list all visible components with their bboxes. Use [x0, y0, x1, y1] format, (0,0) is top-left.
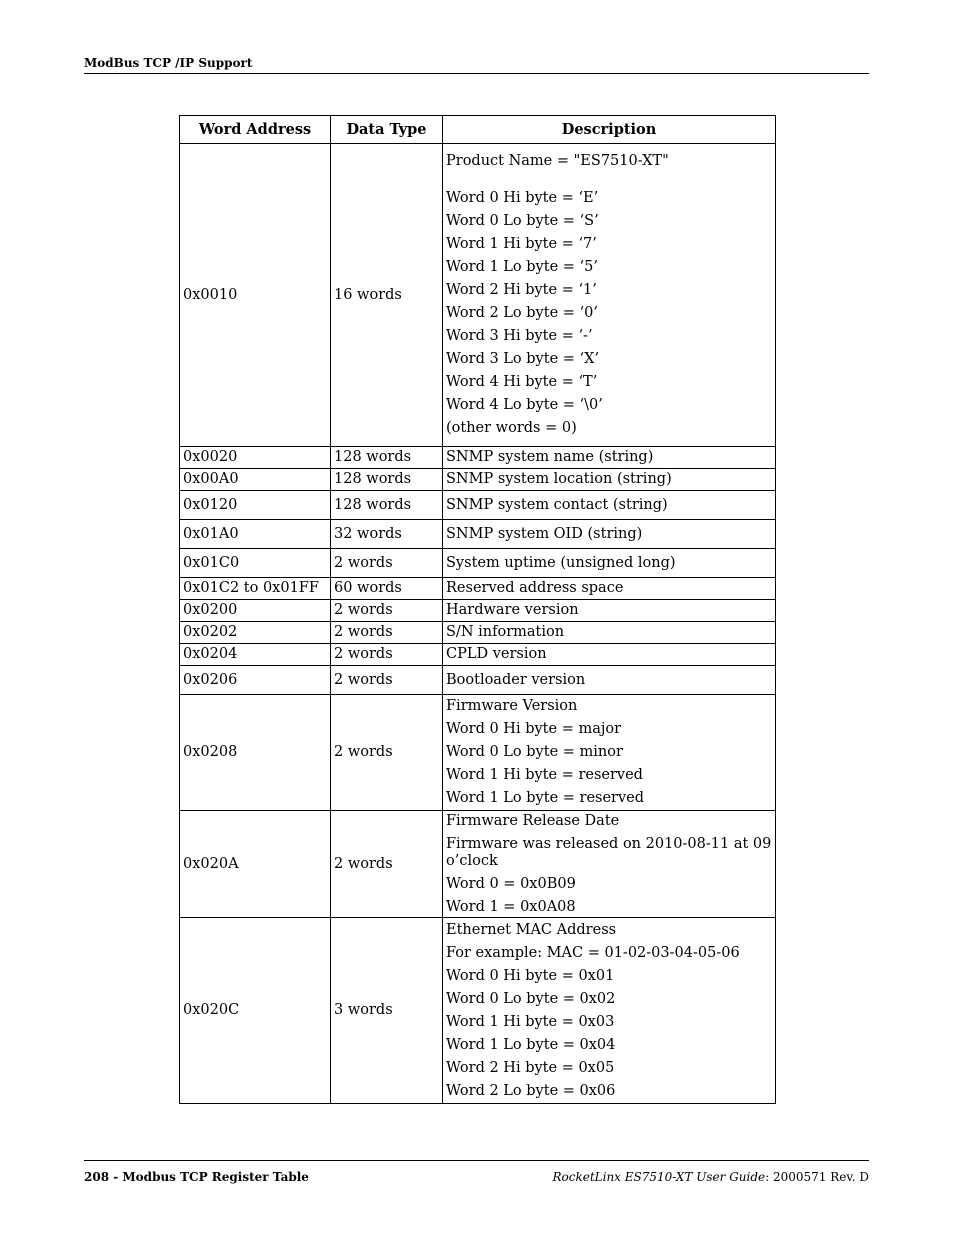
header-rule	[84, 73, 869, 74]
description-line: Word 1 Lo byte = ‘5’	[446, 259, 598, 275]
description-line: SNMP system location (string)	[446, 471, 672, 487]
footer-rule	[84, 1160, 869, 1161]
description-line: Word 1 Hi byte = 0x03	[446, 1013, 615, 1030]
description-line: Word 1 Lo byte = 0x04	[446, 1036, 616, 1053]
cell-data-type: 2 words	[331, 811, 443, 918]
cell-word-address: 0x020A	[180, 811, 331, 918]
description-line: Word 0 Lo byte = ‘S’	[446, 213, 599, 229]
cell-data-type: 3 words	[331, 918, 443, 1104]
description-line: Word 1 Lo byte = reserved	[446, 790, 645, 806]
footer-product-title: RocketLinx ES7510-XT User Guide	[552, 1170, 766, 1184]
cell-word-address: 0x0202	[180, 622, 331, 644]
cell-description	[443, 144, 776, 447]
cell-data-type: 2 words	[331, 644, 443, 666]
description-line: (other words = 0)	[446, 420, 577, 436]
cell-description	[443, 447, 776, 469]
description-spacer	[446, 176, 772, 190]
cell-description	[443, 918, 776, 1104]
cell-word-address: 0x020C	[180, 918, 331, 1104]
table-row	[180, 622, 776, 644]
table-header-row	[180, 116, 776, 144]
description-line: S/N information	[446, 624, 565, 640]
table-body	[180, 144, 776, 1104]
cell-description	[443, 491, 776, 520]
description-line: For example: MAC = 01-02-03-04-05-06	[446, 944, 740, 961]
cell-description	[443, 578, 776, 600]
table-row	[180, 447, 776, 469]
cell-description	[443, 811, 776, 918]
cell-data-type: 16 words	[331, 144, 443, 447]
cell-word-address: 0x0020	[180, 447, 331, 469]
description-line: Firmware Version	[446, 698, 578, 714]
description-line: Product Name = "ES7510-XT"	[446, 153, 669, 169]
footer-document-id	[552, 1170, 869, 1184]
description-line: SNMP system name (string)	[446, 449, 654, 465]
description-line: Word 0 Hi byte = major	[446, 721, 621, 737]
cell-word-address: 0x0204	[180, 644, 331, 666]
cell-word-address: 0x0010	[180, 144, 331, 447]
description-line: Word 2 Lo byte = ‘0’	[446, 305, 598, 321]
description-line: Word 4 Lo byte = ‘\0’	[446, 397, 603, 413]
column-header-data-type: Data Type	[331, 116, 443, 144]
description-line: SNMP system OID (string)	[446, 525, 643, 542]
cell-word-address: 0x01C2 to 0x01FF	[180, 578, 331, 600]
table-row	[180, 549, 776, 578]
column-header-word-address: Word Address	[180, 116, 331, 144]
cell-description	[443, 666, 776, 695]
cell-data-type: 2 words	[331, 549, 443, 578]
cell-data-type: 2 words	[331, 622, 443, 644]
description-line: CPLD version	[446, 646, 547, 662]
cell-description	[443, 469, 776, 491]
cell-word-address: 0x00A0	[180, 469, 331, 491]
table-row	[180, 578, 776, 600]
cell-data-type: 128 words	[331, 447, 443, 469]
cell-description	[443, 644, 776, 666]
description-line: Word 0 = 0x0B09	[446, 875, 576, 892]
cell-data-type: 60 words	[331, 578, 443, 600]
description-line: Hardware version	[446, 602, 579, 618]
description-line: Word 2 Hi byte = 0x05	[446, 1059, 615, 1076]
column-header-description: Description	[443, 116, 776, 144]
cell-word-address: 0x0120	[180, 491, 331, 520]
footer-doc-number: : 2000571 Rev. D	[765, 1170, 869, 1184]
cell-data-type: 32 words	[331, 520, 443, 549]
running-header: ModBus TCP /IP Support	[84, 56, 253, 70]
description-line: Word 3 Hi byte = ‘-’	[446, 328, 593, 344]
table-row	[180, 918, 776, 1104]
description-line: Firmware was released on 2010-08-11 at 09 o’clock	[446, 835, 772, 869]
description-line: Ethernet MAC Address	[446, 921, 617, 938]
cell-data-type: 128 words	[331, 469, 443, 491]
cell-description	[443, 695, 776, 811]
table-row	[180, 144, 776, 447]
table-row	[180, 600, 776, 622]
table-row	[180, 695, 776, 811]
description-line: Word 2 Hi byte = ‘1’	[446, 282, 597, 298]
table-row	[180, 469, 776, 491]
description-line: Word 1 Hi byte = ‘7’	[446, 236, 597, 252]
table-row	[180, 520, 776, 549]
modbus-register-table	[179, 115, 776, 1104]
table-row	[180, 644, 776, 666]
table-row	[180, 491, 776, 520]
description-line: Bootloader version	[446, 671, 586, 688]
description-line: System uptime (unsigned long)	[446, 554, 676, 571]
description-line: Reserved address space	[446, 580, 624, 596]
description-line: Word 2 Lo byte = 0x06	[446, 1082, 616, 1099]
footer-page-label: 208 - Modbus TCP Register Table	[84, 1170, 309, 1184]
description-line: Firmware Release Date	[446, 812, 620, 829]
cell-data-type: 2 words	[331, 600, 443, 622]
description-line: Word 0 Lo byte = minor	[446, 744, 623, 760]
description-line: Word 4 Hi byte = ‘T’	[446, 374, 598, 390]
description-line: Word 1 Hi byte = reserved	[446, 767, 643, 783]
cell-description	[443, 622, 776, 644]
cell-word-address: 0x0208	[180, 695, 331, 811]
description-line: SNMP system contact (string)	[446, 496, 668, 513]
cell-word-address: 0x0200	[180, 600, 331, 622]
cell-word-address: 0x0206	[180, 666, 331, 695]
table-row	[180, 811, 776, 918]
cell-data-type: 2 words	[331, 666, 443, 695]
description-line: Word 0 Lo byte = 0x02	[446, 990, 616, 1007]
description-line: Word 0 Hi byte = ‘E’	[446, 190, 599, 206]
cell-data-type: 2 words	[331, 695, 443, 811]
description-line: Word 1 = 0x0A08	[446, 898, 576, 915]
cell-word-address: 0x01A0	[180, 520, 331, 549]
table-row	[180, 666, 776, 695]
cell-word-address: 0x01C0	[180, 549, 331, 578]
cell-description	[443, 600, 776, 622]
cell-description	[443, 520, 776, 549]
cell-description	[443, 549, 776, 578]
cell-data-type: 128 words	[331, 491, 443, 520]
description-line: Word 0 Hi byte = 0x01	[446, 967, 615, 984]
description-line: Word 3 Lo byte = ‘X’	[446, 351, 600, 367]
